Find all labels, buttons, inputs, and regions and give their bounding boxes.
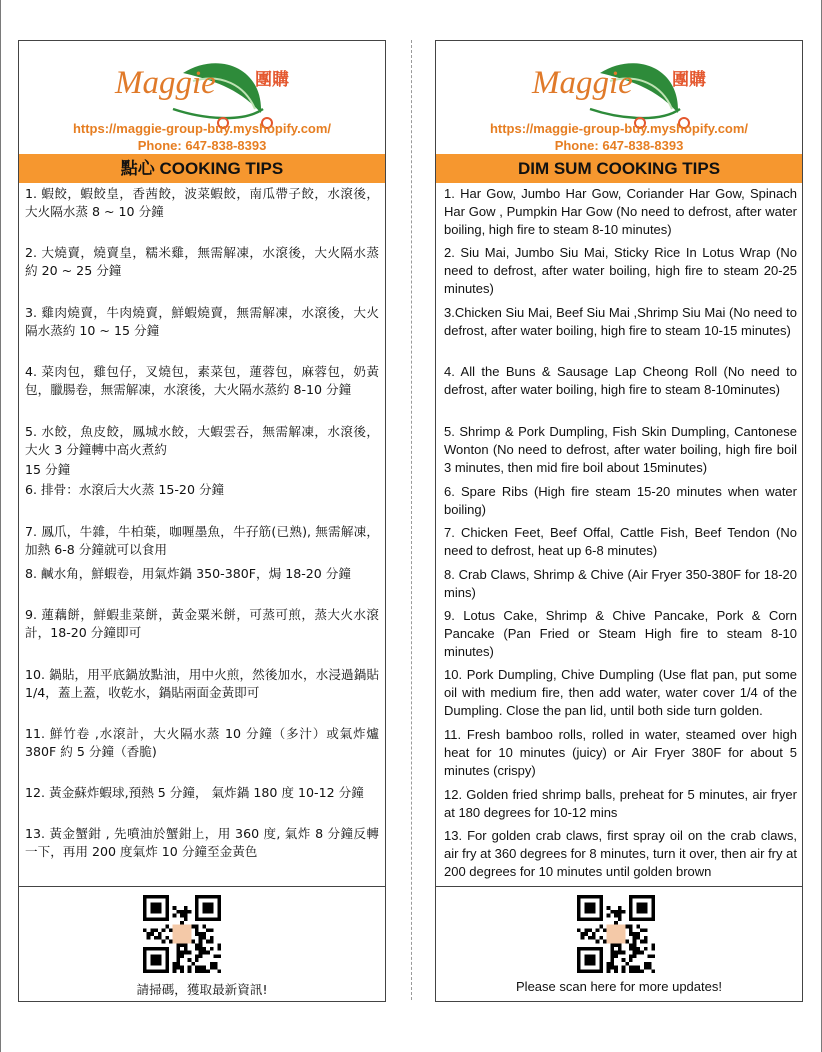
tip-item-12: 12. Golden fried shrimp balls, preheat for 5 minutes, air fryer at 180 degrees for 10-12 mins [444,787,797,820]
tip-item-11: 11. Fresh bamboo rolls, rolled in water, steamed over high heat for 10 minutes (juicy) or Air Fryer 380F for about 5 minutes (crispy) [444,727,797,778]
phone-number: Phone: 647-838-8393 [554,138,684,153]
chinese-tips-card [18,40,386,1002]
scan-instruction: Please scan here for more updates! [516,979,722,994]
tips-list [436,185,802,887]
tip-item-1: 1. Har Gow, Jumbo Har Gow, Coriander Har Gow, Spinach Har Gow , Pumpkin Har Gow (No need to defrost, after water boiling, high fire to steam 8-10 minutes) [444,186,797,237]
tip-item-10: 10. 鍋貼，用平底鍋放點油，用中火煎，然後加水，水浸過鍋貼 1/4，蓋上蓋，收乾水，鍋貼兩面金黃即可 [25,667,379,700]
tip-item-13: 13. 黃金蟹鉗 , 先噴油於蟹鉗上，用 360 度, 氣炸 8 分鐘反轉一下，再用 200 度氣炸 10 分鐘至金黃色 [25,826,379,859]
tip-item-13: 13. For golden crab claws, first spray oil on the crab claws, air fry at 360 degrees for 8 minutes, turn it over, then air fry at 200 degrees for 10 minutes until golden brown [444,828,797,879]
tip-item-2: 2. 大燒賣，燒賣皇，糯米雞，無需解凍，水滾後，大火隔水蒸約 20 ~ 25 分鐘 [25,245,379,278]
card-title: DIM SUM COOKING TIPS [436,154,802,183]
shop-url[interactable]: https://maggie-group-buy.myshopify.com/ [72,121,332,136]
tip-item-9: 9. 蓮藕餅，鮮蝦韭菜餅，黃金粟米餅，可蒸可煎，蒸大火水滾計，18-20 分鐘即可 [25,607,379,640]
qr-code-icon[interactable] [143,895,221,973]
tip-item-6: 6. Spare Ribs (High fire steam 15-20 minutes when water boiling) [444,484,797,517]
tip-item-8: 8. Crab Claws, Shrimp & Chive (Air Fryer 350-380F for 18-20 mins) [444,567,797,600]
qr-code-icon[interactable] [577,895,655,973]
logo-chinese-text: 團購 [672,70,706,90]
tip-item-9: 9. Lotus Cake, Shrimp & Chive Pancake, Pork & Corn Pancake (Pan Fried or Steam High fire to steam 8-10 minutes) [444,608,797,659]
tip-item-11: 11. 鮮竹卷 ,水滾計，大火隔水蒸 10 分鐘（多汁）或氣炸爐 380F 約 5 分鐘（香脆) [25,726,379,759]
tip-item-2: 2. Siu Mai, Jumbo Siu Mai, Sticky Rice In Lotus Wrap (No need to defrost, after water boiling, high fire to steam 20-25 minutes) [444,245,797,296]
scan-instruction: 請掃碼，獲取最新資訊! [136,982,268,997]
tip-item-3: 3.Chicken Siu Mai, Beef Siu Mai ,Shrimp Siu Mai (No need to defrost, after water boiling, high fire to steam 10-15 minutes) [444,305,797,338]
tip-item-10: 10. Pork Dumpling, Chive Dumpling (Use flat pan, put some oil with medium fire, then add water, water cover 1/4 of the Dumpling. Close the pan lid, until both side turn golden. [444,667,797,718]
tip-item-12: 12. 黃金蘇炸蝦球,預熱 5 分鐘， 氣炸鍋 180 度 10-12 分鐘 [25,785,364,800]
tip-item-7: 7. Chicken Feet, Beef Offal, Cattle Fish, Beef Tendon (No need to defrost, heat up 6-8 minutes) [444,525,797,558]
page-edge-left [0,0,1,1052]
tip-item-7: 7. 鳳爪，牛雜，牛柏葉，咖喱墨魚，牛孖筋(已熟), 無需解凍，加熱 6-8 分鐘就可以食用 [25,524,379,557]
tip-item-3: 3. 雞肉燒賣，牛肉燒賣，鮮蝦燒賣，無需解凍，水滾後，大火隔水蒸約 10 ~ 15 分鐘 [25,305,379,338]
logo-text: Maggie [115,65,216,101]
tips-list [19,185,385,887]
tip-item-8: 8. 鹹水角，鮮蝦卷，用氣炸鍋 350-380F，焗 18-20 分鐘 [25,566,351,581]
tip-item-4: 4. 菜肉包，雞包仔，叉燒包，素菜包，蓮蓉包，麻蓉包，奶黃包，臘腸卷，無需解凍，水滾後，大火隔水蒸約 8-10 分鐘 [25,364,379,397]
phone-number: Phone: 647-838-8393 [137,138,267,153]
tip-item-5: 5. Shrimp & Pork Dumpling, Fish Skin Dumpling, Cantonese Wonton (No need to defrost, after water boiling, high fire boil 3 minutes, then mid fire boil about 15minutes) [444,424,797,475]
tip-item-5: 5. 水餃，魚皮餃，鳳城水餃，大蝦雲吞，無需解凍，水滾後，大火 3 分鐘轉中高火煮約 [25,424,379,457]
tip-item-1: 1. 蝦餃，蝦餃皇，香茜餃，波菜蝦餃，南瓜帶子餃，水滾後，大火隔水蒸 8 ~ 10 分鐘 [25,186,379,219]
cut-line-divider [411,40,412,1000]
logo-text: Maggie [532,65,633,101]
shop-url[interactable]: https://maggie-group-buy.myshopify.com/ [489,121,749,136]
english-tips-card [435,40,803,1002]
card-title: 點心 COOKING TIPS [19,154,385,183]
logo-chinese-text: 團購 [255,70,289,90]
tip-item-6: 6. 排骨：水滾后大火蒸 15-20 分鐘 [25,482,225,497]
tip-item-4: 4. All the Buns & Sausage Lap Cheong Roll (No need to defrost, after water boiling, high fire to steam 8-10minutes) [444,364,797,397]
tip-item-5-continued: 15 分鐘 [25,462,71,477]
